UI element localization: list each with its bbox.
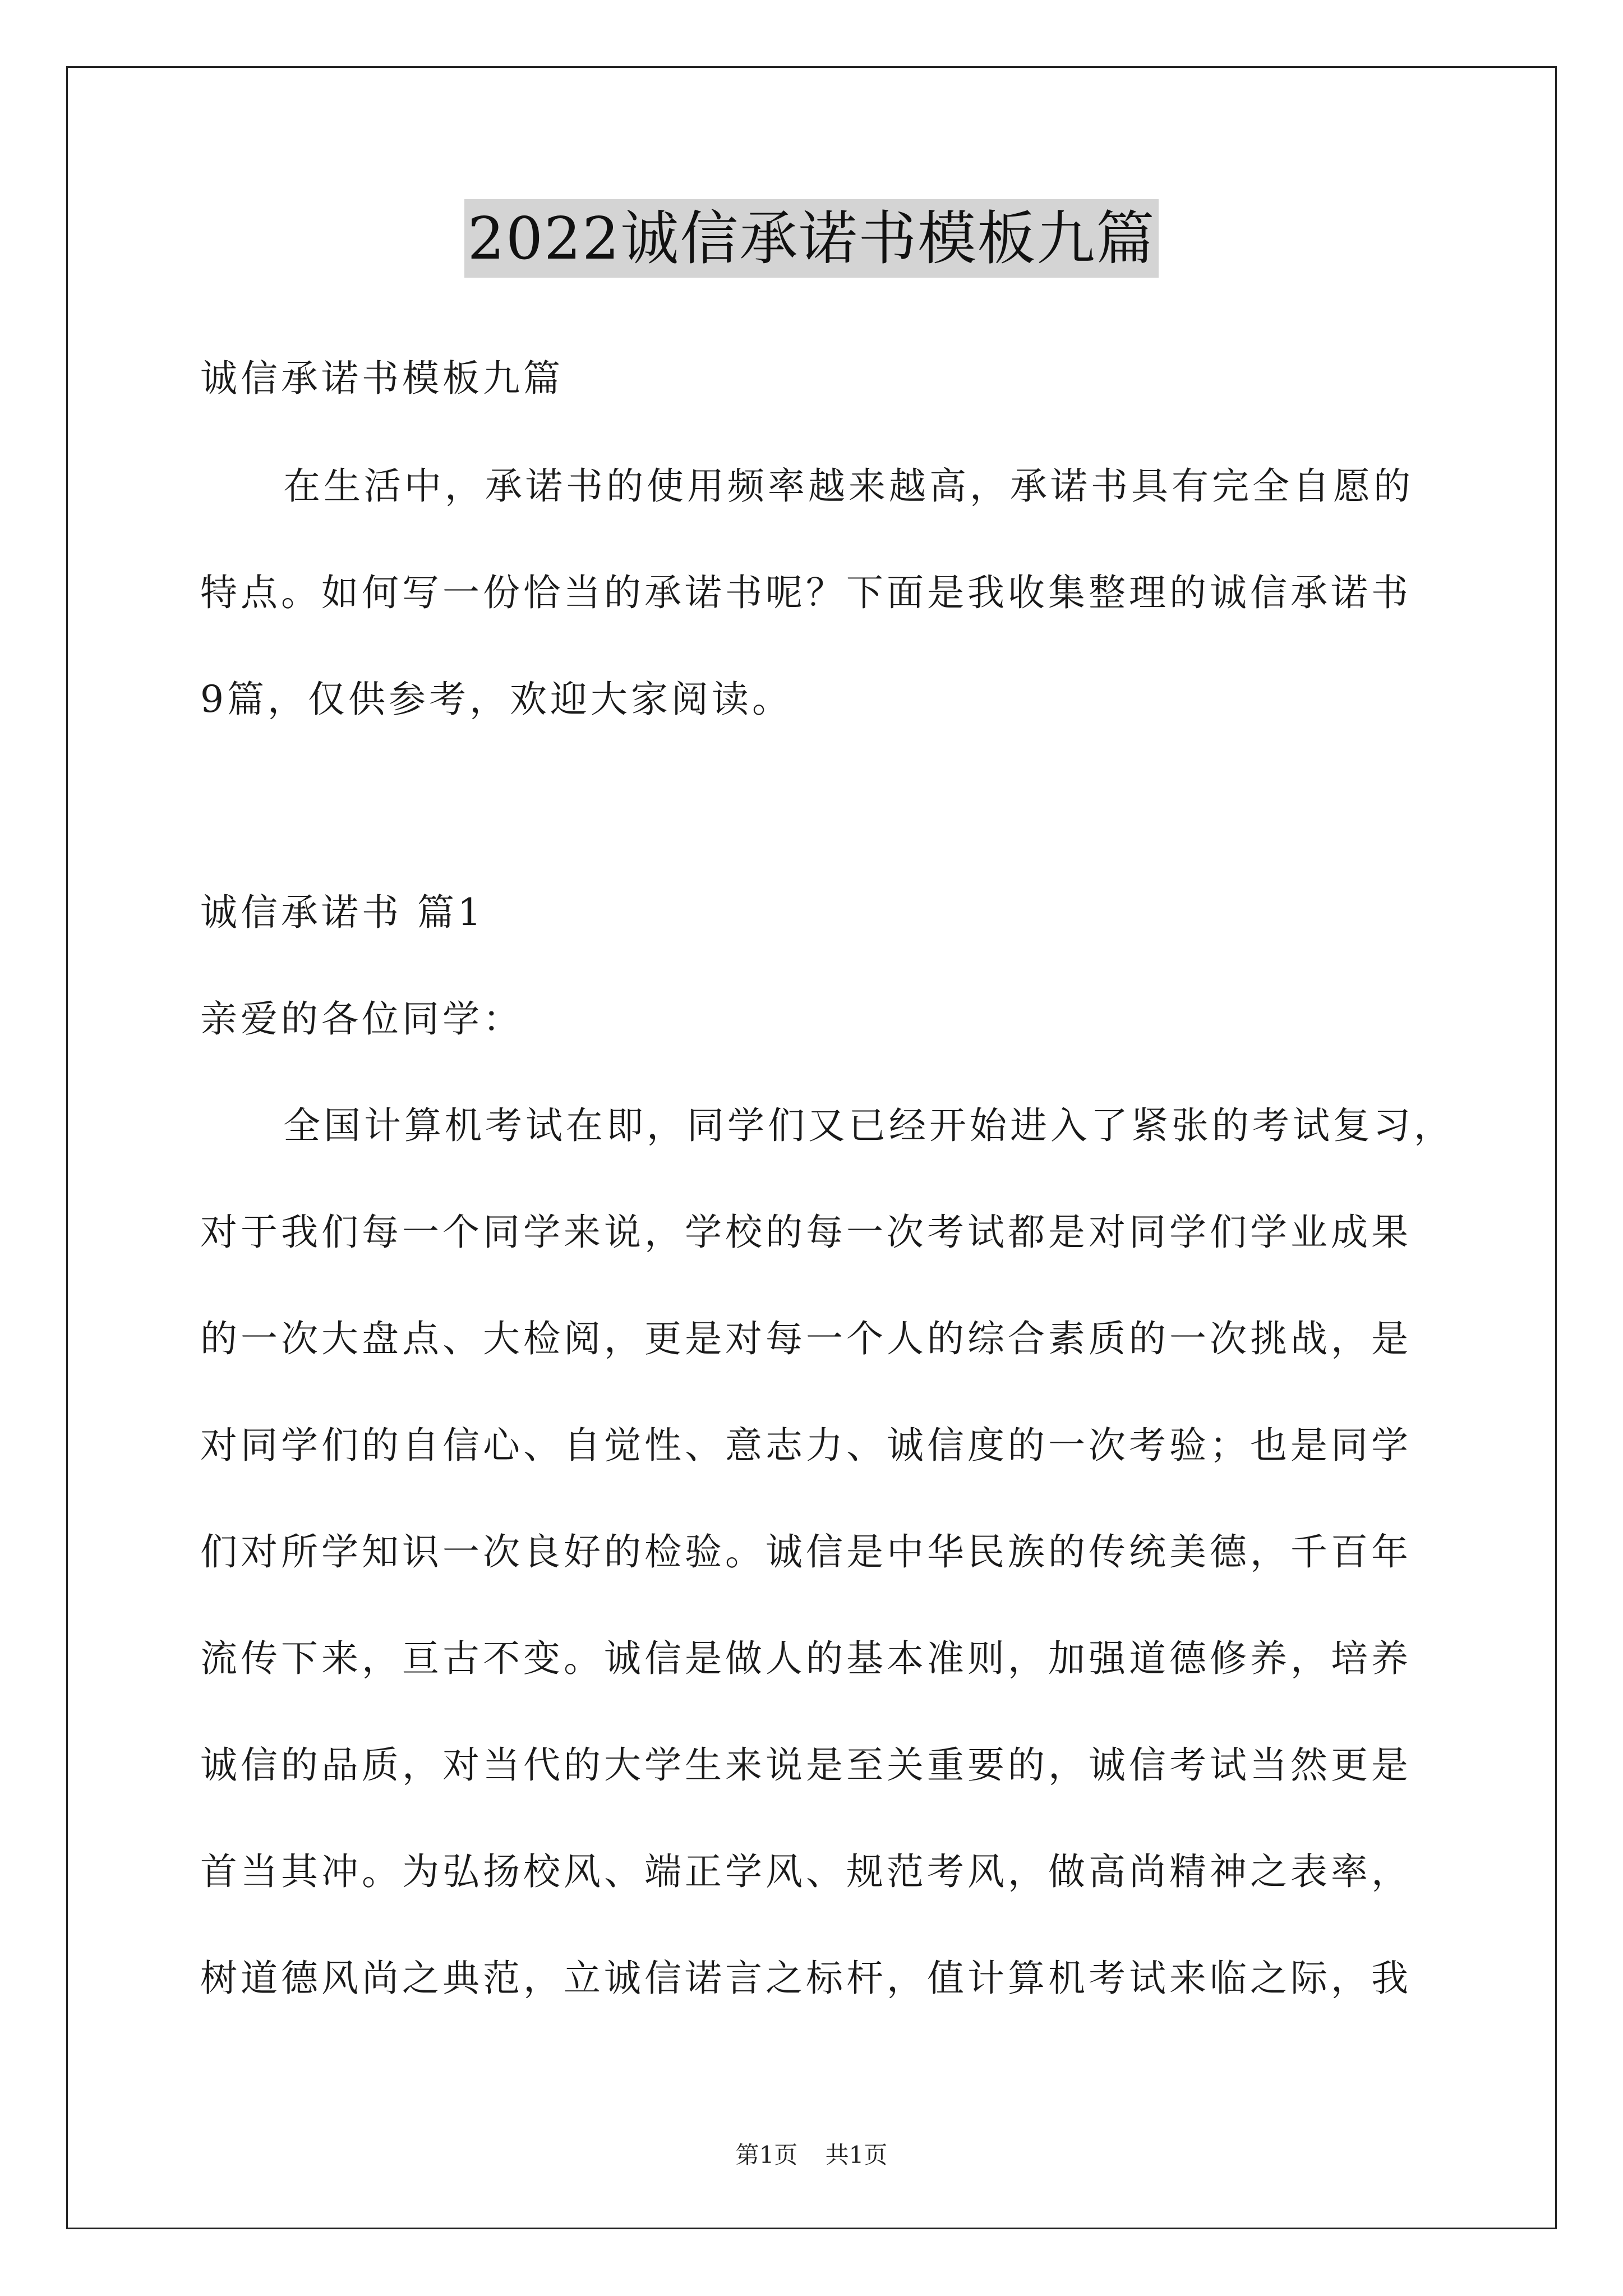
section-heading: 诚信承诺书 篇1 <box>200 891 485 934</box>
body-line-5: 们对所学知识一次良好的检验。诚信是中华民族的传统美德，千百年 <box>200 1530 1412 1573</box>
body-line-1: 全国计算机考试在即，同学们又已经开始进入了紧张的考试复习， <box>283 1104 1454 1147</box>
document-subtitle: 诚信承诺书模板九篇 <box>200 357 564 400</box>
document-title: 2022诚信承诺书模板九篇 <box>464 199 1159 278</box>
page-number: 第1页 <box>735 2141 798 2169</box>
body-line-3: 的一次大盘点、大检阅，更是对每一个人的综合素质的一次挑战，是 <box>200 1317 1412 1360</box>
body-line-6: 流传下来，亘古不变。诚信是做人的基本准则，加强道德修养，培养 <box>200 1637 1412 1680</box>
title-wrap <box>0 199 1623 278</box>
body-line-7: 诚信的品质，对当代的大学生来说是至关重要的，诚信考试当然更是 <box>200 1743 1412 1787</box>
body-line-9: 树道德风尚之典范，立诚信诺言之标杆，值计算机考试来临之际，我 <box>200 1957 1412 2000</box>
body-line-4: 对同学们的自信心、自觉性、意志力、诚信度的一次考验；也是同学 <box>200 1424 1412 1467</box>
intro-line-3: 9篇，仅供参考，欢迎大家阅读。 <box>200 678 792 721</box>
salutation: 亲爱的各位同学： <box>200 997 523 1041</box>
intro-line-2: 特点。如何写一份恰当的承诺书呢？下面是我收集整理的诚信承诺书 <box>200 571 1412 614</box>
body-line-8: 首当其冲。为弘扬校风、端正学风、规范考风，做高尚精神之表率， <box>200 1850 1412 1893</box>
page-footer <box>0 2139 1623 2171</box>
page-total: 共1页 <box>825 2141 888 2169</box>
intro-line-1: 在生活中，承诺书的使用频率越来越高，承诺书具有完全自愿的 <box>283 464 1414 508</box>
body-line-2: 对于我们每一个同学来说，学校的每一次考试都是对同学们学业成果 <box>200 1211 1412 1254</box>
